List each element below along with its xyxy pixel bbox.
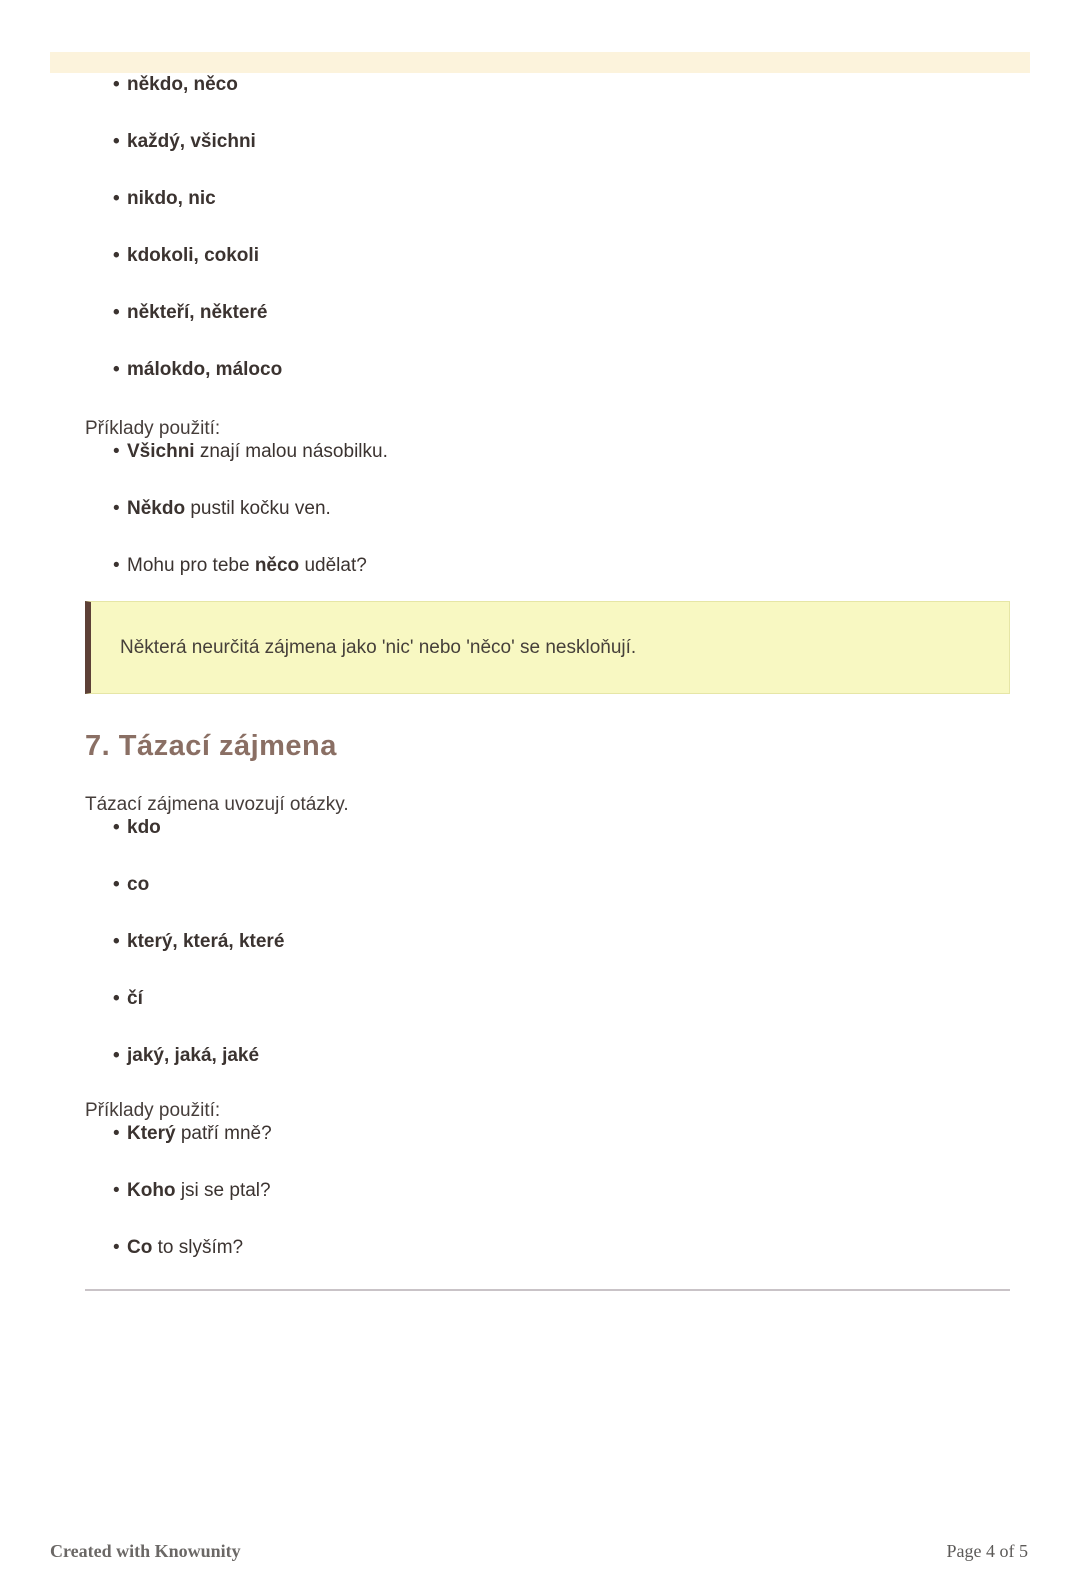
examples-label: Příklady použití: [85,1100,221,1121]
example-item [85,497,1010,520]
section-heading: 7. Tázací zájmena [85,730,337,762]
top-highlight-bar [50,52,1030,73]
examples-label: Příklady použití: [85,418,221,439]
list-item: • někteří, některé [85,301,1010,324]
example-bold: Všichni [127,441,195,462]
example-bold: Koho [127,1180,176,1201]
callout-note [85,601,1010,694]
list-item: • každý, všichni [85,130,1010,153]
divider [85,1289,1010,1291]
example-rest: znají malou násobilku. [194,441,388,462]
example-bold: Co [127,1237,153,1258]
section-intro: Tázací zájmena uvozují otázky. [85,794,349,815]
list-item: • kdokoli, cokoli [85,244,1010,267]
page-footer [50,1541,1028,1562]
interrogative-examples-list [85,1122,1010,1259]
page-number: Page 4 of 5 [946,1541,1028,1561]
callout-text: Některá neurčitá zájmena jako 'nic' nebo 'něco' se neskloňují. [120,637,637,658]
indefinite-examples-list [85,440,1010,577]
interrogative-pronouns-list [85,816,1010,1067]
footer-branding: Created with Knowunity [50,1541,241,1561]
example-rest: pustil kočku ven. [185,498,331,519]
list-item: • čí [85,987,1010,1010]
example-item [85,440,1010,463]
list-item: • málokdo, máloco [85,358,1010,381]
example-item [85,1122,1010,1145]
example-bold: Který [127,1123,176,1144]
list-item: • jaký, jaká, jaké [85,1044,1010,1067]
example-rest: jsi se ptal? [175,1180,271,1201]
example-rest: to slyším? [152,1237,244,1258]
list-item: • kdo [85,816,1010,839]
example-bold: Někdo [127,498,186,519]
example-bold: něco [254,555,300,576]
list-item: • někdo, něco [85,73,1010,96]
example-item [85,1236,1010,1259]
example-rest: udělat? [299,555,367,576]
example-rest: patří mně? [175,1123,272,1144]
document-content [85,73,1010,1291]
list-item: • co [85,873,1010,896]
example-item [85,554,1010,577]
list-item: • nikdo, nic [85,187,1010,210]
example-item [85,1179,1010,1202]
example-pre: Mohu pro tebe [127,555,255,576]
indefinite-pronouns-list [85,73,1010,381]
list-item: • který, která, které [85,930,1010,953]
